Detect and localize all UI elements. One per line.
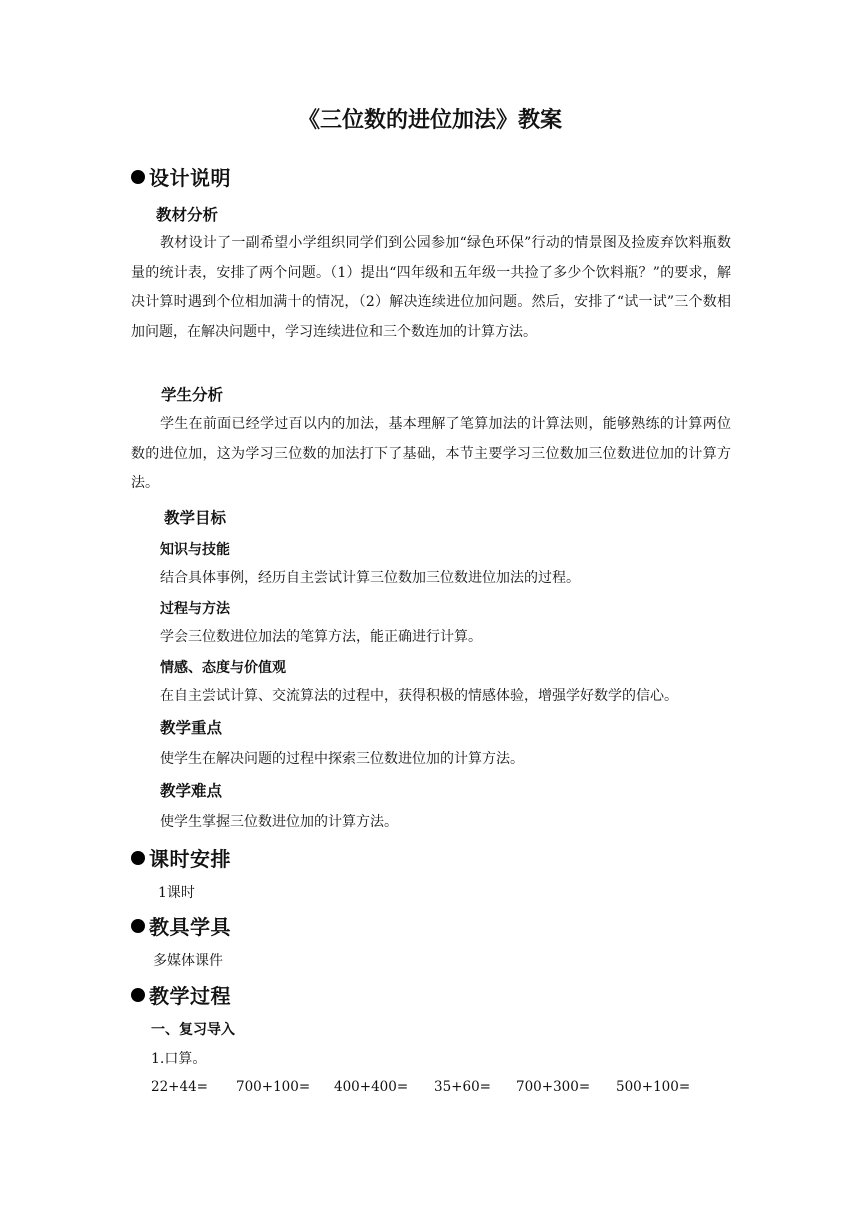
text-emotion: 在自主尝试计算、交流算法的过程中，获得积极的情感体验，增强学好数学的信心。 (160, 688, 678, 704)
text-item-oral-calc: 1.口算。 (151, 1051, 207, 1067)
section-heading-text: 教具学具 (149, 915, 231, 939)
text-key-point: 使学生在解决问题的过程中探索三位数进位加的计算方法。 (160, 751, 524, 767)
calc-item: 22+44= (151, 1079, 208, 1095)
subheading-material: 教材分析 (156, 206, 219, 224)
bullet-icon (131, 919, 145, 933)
section-heading-text: 课时安排 (149, 847, 231, 871)
subheading-student: 学生分析 (161, 386, 224, 404)
section-heading-text: 教学过程 (149, 984, 231, 1008)
subheading-difficulty: 教学难点 (160, 782, 223, 800)
text-difficulty: 使学生掌握三位数进位加的计算方法。 (160, 814, 398, 830)
section-heading-text: 设计说明 (149, 166, 231, 190)
calc-item: 700+100= (236, 1079, 311, 1095)
paragraph-material: 教材设计了一副希望小学组织同学们到公园参加“绿色环保”行动的情景图及捡废弃饮料瓶数量的统计表，安排了两个问题。（1）提出“四年级和五年级一共捡了多少个饮料瓶？”的要求，解决计算时遇到个位相加满十的情况，（2）解决连续进位加问题。然后，安排了“试一试”三个数相加问题，在解决问题中，学习连续进位和三个数连加的计算方法。 (131, 235, 731, 340)
document-title: 《三位数的进位加法》教案 (297, 108, 562, 133)
calc-item: 700+300= (516, 1079, 591, 1095)
subheading-emotion: 情感、态度与价值观 (160, 660, 286, 676)
text-knowledge: 结合具体事例，经历自主尝试计算三位数加三位数进位加法的过程。 (160, 570, 580, 586)
bullet-icon (131, 851, 145, 865)
calc-item: 400+400= (334, 1079, 409, 1095)
section-heading-process (131, 980, 231, 1009)
text-schedule: 1课时 (158, 885, 195, 901)
subheading-goals: 教学目标 (164, 509, 227, 527)
text-tools: 多媒体课件 (153, 953, 223, 969)
subheading-process-method: 过程与方法 (160, 601, 230, 617)
section-heading-schedule (131, 843, 231, 872)
section-heading-design (131, 162, 231, 191)
calc-item: 500+100= (616, 1079, 691, 1095)
subheading-key-point: 教学重点 (160, 719, 223, 737)
paragraph-student: 学生在前面已经学过百以内的加法，基本理解了笔算加法的计算法则，能够熟练的计算两位数的进位加，这为学习三位数的加法打下了基础，本节主要学习三位数加三位数进位加的计算方法。 (131, 416, 731, 491)
bullet-icon (131, 170, 145, 184)
text-process-method: 学会三位数进位加法的笔算方法，能正确进行计算。 (160, 629, 482, 645)
bullet-icon (131, 988, 145, 1002)
subheading-review: 一、复习导入 (151, 1022, 235, 1038)
subheading-knowledge: 知识与技能 (160, 542, 230, 558)
calc-item: 35+60= (434, 1079, 491, 1095)
section-heading-tools (131, 911, 231, 940)
